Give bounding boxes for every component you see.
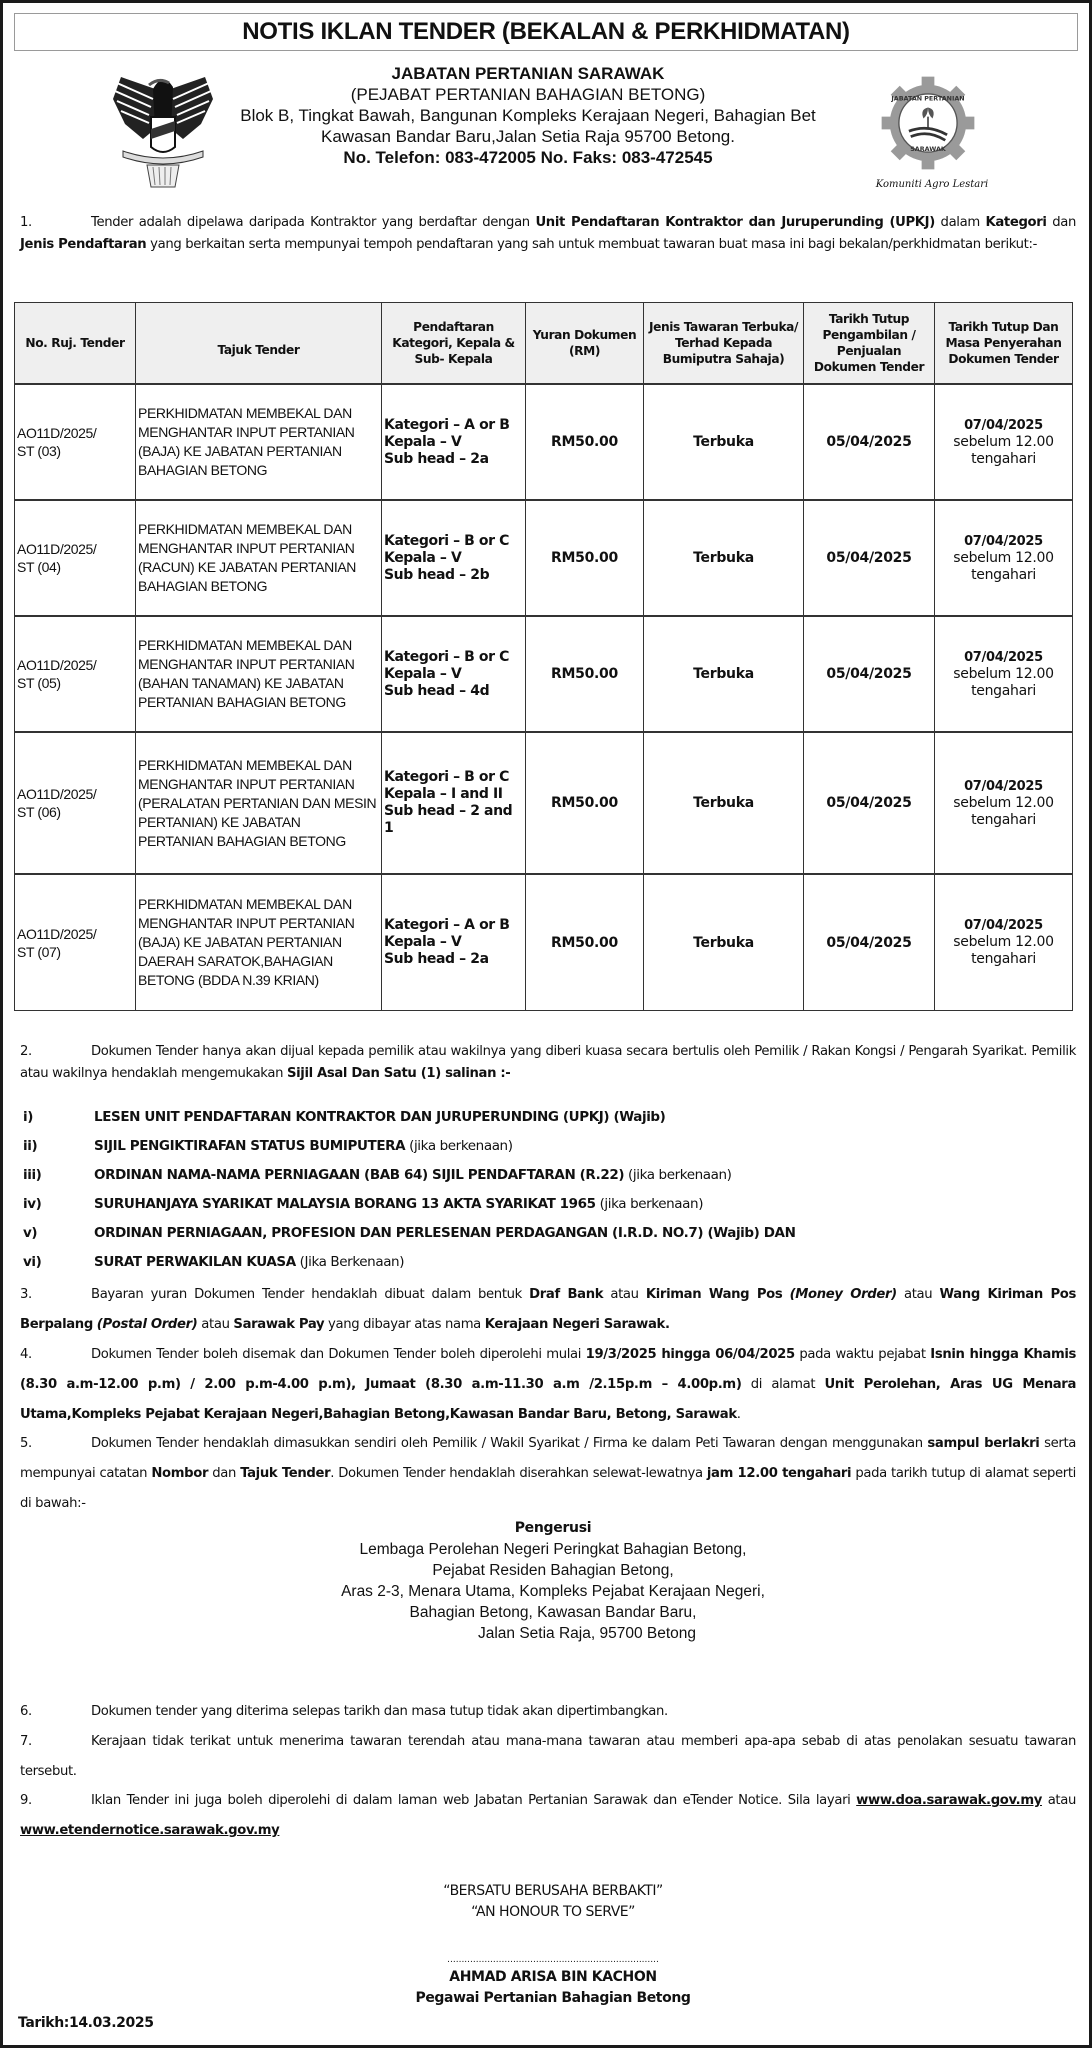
submission-address bbox=[203, 1518, 903, 1644]
close-time: sebelum 12.00 bbox=[953, 665, 1054, 682]
ref-no-cell bbox=[15, 616, 136, 732]
paragraph-9 bbox=[20, 1786, 1076, 1846]
required-documents-list bbox=[23, 1109, 1073, 1283]
close-date: 07/04/2025 bbox=[964, 918, 1043, 933]
tender-title-cell: PERKHIDMATAN MEMBEKAL DAN MENGHANTAR INPUT PERTANIAN (BAHAN TANAMAN) KE JABATAN PERTANIAN BAHAGIAN BETONG bbox=[136, 616, 382, 732]
text: yang dibayar atas nama bbox=[324, 1317, 485, 1332]
text: dalam bbox=[934, 215, 986, 230]
bold-text: Tajuk Tender bbox=[240, 1466, 331, 1481]
text: pada waktu pejabat bbox=[794, 1347, 931, 1362]
submission-close-cell bbox=[935, 384, 1073, 500]
motto bbox=[303, 1881, 803, 1923]
table-row bbox=[15, 616, 1073, 732]
signatory-position: Pegawai Pertanian Bahagian Betong bbox=[415, 1990, 691, 2006]
etendernotice-website-link[interactable]: www.etendernotice.sarawak.gov.my bbox=[20, 1823, 280, 1838]
tender-title-cell: PERKHIDMATAN MEMBEKAL DAN MENGHANTAR INPUT PERTANIAN (BAJA) KE JABATAN PERTANIAN DAERAH SARATOK,BAHAGIAN BETONG (BDDA N.39 KRIAN) bbox=[136, 874, 382, 1011]
tender-title-cell: PERKHIDMATAN MEMBEKAL DAN MENGHANTAR INPUT PERTANIAN (RACUN) KE JABATAN PERTANIAN BAHAGIAN BETONG bbox=[136, 500, 382, 616]
motto-line-1: “BERSATU BERUSAHA BERBAKTI” bbox=[443, 1883, 663, 1899]
list-number: vi) bbox=[23, 1254, 42, 1270]
subhead: Sub head – 4d bbox=[384, 682, 490, 699]
ref-no-suffix: ST (04) bbox=[17, 559, 61, 575]
bold-text: Kategori bbox=[985, 215, 1047, 230]
ref-no: AO11D/2025/ bbox=[17, 786, 97, 802]
document-note: (jika berkenaan) bbox=[595, 1196, 704, 1212]
kategori: Kategori – A or B bbox=[384, 416, 510, 433]
kepala: Kepala – V bbox=[384, 549, 462, 566]
list-item bbox=[23, 1225, 1073, 1254]
text: atau bbox=[197, 1317, 234, 1332]
bold-text: 19/3/2025 hingga 06/04/2025 bbox=[585, 1347, 795, 1362]
svg-text:JABATAN PERTANIAN: JABATAN PERTANIAN bbox=[891, 95, 965, 103]
list-number: v) bbox=[23, 1225, 38, 1241]
paragraph-3 bbox=[20, 1280, 1076, 1340]
ref-no-cell bbox=[15, 384, 136, 500]
header-fee: Yuran Dokumen (RM) bbox=[526, 303, 644, 385]
offer-type-cell: Terbuka bbox=[644, 384, 804, 500]
fee-cell: RM50.00 bbox=[526, 874, 644, 1011]
signature-block bbox=[303, 1955, 803, 2009]
offer-type-cell: Terbuka bbox=[644, 874, 804, 1011]
fee-cell: RM50.00 bbox=[526, 500, 644, 616]
paragraph-number: 3. bbox=[20, 1287, 32, 1302]
text: atau bbox=[896, 1287, 940, 1302]
document-note: (jika berkenaan) bbox=[405, 1138, 513, 1154]
close-time-suffix: tengahari bbox=[971, 811, 1036, 828]
ref-no: AO11D/2025/ bbox=[17, 657, 97, 673]
kepala: Kepala – V bbox=[384, 433, 462, 450]
list-number: ii) bbox=[23, 1138, 38, 1154]
document-name: SIJIL PENGIKTIRAFAN STATUS BUMIPUTERA bbox=[94, 1138, 406, 1154]
motto-line-2: “AN HONOUR TO SERVE” bbox=[471, 1904, 635, 1920]
list-item bbox=[23, 1138, 1073, 1167]
table-row bbox=[15, 500, 1073, 616]
sale-close-cell: 05/04/2025 bbox=[804, 500, 935, 616]
registration-cell bbox=[382, 732, 526, 874]
bold-text: jam 12.00 tengahari bbox=[706, 1466, 852, 1481]
bold-italic-text: (Postal Order) bbox=[96, 1317, 198, 1332]
sale-close-cell: 05/04/2025 bbox=[804, 732, 935, 874]
bold-text: Isnin hingga Khamis (8.30 a.m-12.00 p.m) / 2.00 p.m-4.00 p.m), Jumaat (8.30 a.m-11.30 a.m /2.15p.m – 4.00p.m) bbox=[20, 1347, 1077, 1392]
phone-fax: No. Telefon: 083-472005 No. Faks: 083-472545 bbox=[343, 148, 713, 167]
close-date: 07/04/2025 bbox=[964, 649, 1043, 665]
bold-text: Jenis Pendaftaran bbox=[20, 237, 147, 252]
address-line: Bahagian Betong, Kawasan Bandar Baru, bbox=[409, 1604, 697, 1621]
list-number: iv) bbox=[23, 1196, 42, 1212]
text: dan bbox=[208, 1466, 241, 1481]
ref-no-suffix: ST (05) bbox=[17, 675, 61, 691]
table-row bbox=[15, 384, 1073, 500]
bold-text: Unit Pendaftaran Kontraktor dan Juruperunding (UPKJ) bbox=[535, 215, 935, 230]
notice-title-text: NOTIS IKLAN TENDER (BEKALAN & PERKHIDMATAN) bbox=[242, 18, 850, 45]
paragraph-number: 4. bbox=[20, 1347, 32, 1362]
header-title: Tajuk Tender bbox=[136, 303, 382, 385]
letterhead bbox=[3, 59, 1089, 209]
kepala: Kepala – V bbox=[384, 665, 462, 682]
offer-type-cell: Terbuka bbox=[644, 616, 804, 732]
text: pada tarikh tutup di alamat seperti di bawah:- bbox=[20, 1466, 1076, 1511]
close-time: sebelum 12.00 bbox=[953, 433, 1054, 450]
text: Dokumen tender yang diterima selepas tarikh dan masa tutup tidak akan dipertimbangkan. bbox=[91, 1704, 668, 1719]
submission-close-cell bbox=[935, 616, 1073, 732]
bold-text: sampul berlakri bbox=[927, 1436, 1040, 1451]
svg-text:SARAWAK: SARAWAK bbox=[910, 146, 946, 154]
fee-cell: RM50.00 bbox=[526, 732, 644, 874]
kategori: Kategori – A or B bbox=[384, 917, 510, 933]
header-offer-type: Jenis Tawaran Terbuka/ Terhad Kepada Bumiputra Sahaja) bbox=[644, 303, 804, 385]
bold-text: Unit Perolehan, Aras UG Menara Utama,Kompleks Pejabat Kerajaan Negeri,Bahagian Betong,Kawasan Bandar Baru, Betong, Sarawak bbox=[20, 1377, 1076, 1422]
table-header-row bbox=[15, 303, 1073, 385]
document-name: ORDINAN PERNIAGAAN, PROFESION DAN PERLESENAN PERDAGANGAN (I.R.D. NO.7) (Wajib) DAN bbox=[94, 1225, 796, 1241]
text: . bbox=[736, 1407, 741, 1422]
address-line-2: Kawasan Bandar Baru,Jalan Setia Raja 95700 Betong. bbox=[321, 127, 735, 146]
offer-type-cell: Terbuka bbox=[644, 732, 804, 874]
close-time: sebelum 12.00 bbox=[953, 934, 1054, 950]
notice-date: Tarikh:14.03.2025 bbox=[18, 2015, 154, 2031]
document-name: ORDINAN NAMA-NAMA PERNIAGAAN (BAB 64) SIJIL PENDAFTARAN (R.22) bbox=[94, 1167, 625, 1183]
text: Kerajaan tidak terikat untuk menerima tawaran terendah atau mana-mana tawaran atau memberi apa-apa sebab di atas penolakan sesuatu tawaran tersebut. bbox=[20, 1734, 1076, 1779]
address-line-1: Blok B, Tingkat Bawah, Bangunan Kompleks Kerajaan Negeri, Bahagian Bet bbox=[240, 106, 816, 125]
paragraph-number: 2. bbox=[20, 1044, 32, 1059]
paragraph-2 bbox=[20, 1041, 1076, 1085]
registration-cell bbox=[382, 874, 526, 1011]
paragraph-5 bbox=[20, 1429, 1076, 1519]
text: atau bbox=[603, 1287, 646, 1302]
text: yang berkaitan serta mempunyai tempoh pendaftaran yang sah untuk membuat tawaran buat masa ini bagi bekalan/perkhidmatan berikut:- bbox=[146, 237, 1037, 252]
close-time: sebelum 12.00 bbox=[953, 794, 1054, 811]
paragraph-number: 9. bbox=[20, 1793, 32, 1808]
close-time-suffix: tengahari bbox=[971, 450, 1036, 467]
table-row bbox=[15, 874, 1073, 1011]
sale-close-cell: 05/04/2025 bbox=[804, 384, 935, 500]
kepala: Kepala – V bbox=[384, 934, 462, 950]
document-name: SURUHANJAYA SYARIKAT MALAYSIA BORANG 13 AKTA SYARIKAT 1965 bbox=[94, 1196, 596, 1212]
registration-cell bbox=[382, 616, 526, 732]
header-ref-no: No. Ruj. Tender bbox=[15, 303, 136, 385]
ref-no: AO11D/2025/ bbox=[17, 541, 97, 557]
sale-close-cell: 05/04/2025 bbox=[804, 874, 935, 1011]
ref-no: AO11D/2025/ bbox=[17, 425, 97, 441]
tender-title-cell: PERKHIDMATAN MEMBEKAL DAN MENGHANTAR INPUT PERTANIAN (BAJA) KE JABATAN PERTANIAN BAHAGIAN BETONG bbox=[136, 384, 382, 500]
paragraph-number: 6. bbox=[20, 1704, 32, 1719]
jabatan-pertanian-sarawak-gear-logo-icon bbox=[873, 73, 983, 173]
ref-no: AO11D/2025/ bbox=[17, 925, 97, 942]
text: Tender adalah dipelawa daripada Kontraktor yang berdaftar dengan bbox=[91, 215, 536, 230]
text: Iklan Tender ini juga boleh diperolehi di dalam laman web Jabatan Pertanian Sarawak dan eTender Notice. Sila layari bbox=[91, 1793, 857, 1808]
bold-text: Nombor bbox=[151, 1466, 209, 1481]
tender-table bbox=[14, 302, 1073, 1011]
text: dan bbox=[1046, 215, 1076, 230]
document-note: (Jika Berkenaan) bbox=[295, 1254, 405, 1270]
list-item bbox=[23, 1109, 1073, 1138]
bold-italic-text: (Money Order) bbox=[789, 1287, 897, 1302]
list-number: i) bbox=[23, 1109, 33, 1125]
signatory-name: AHMAD ARISA BIN KACHON bbox=[449, 1969, 657, 1985]
close-time-suffix: tengahari bbox=[971, 566, 1036, 583]
fee-cell: RM50.00 bbox=[526, 384, 644, 500]
submission-close-cell bbox=[935, 732, 1073, 874]
list-item bbox=[23, 1254, 1073, 1283]
address-line: Lembaga Perolehan Negeri Peringkat Bahagian Betong, bbox=[359, 1541, 747, 1558]
header-sale-close-date: Tarikh Tutup Pengambilan / Penjualan Dokumen Tender bbox=[804, 303, 935, 385]
subhead: Sub head – 2a bbox=[384, 450, 489, 467]
ref-no-suffix: ST (07) bbox=[17, 943, 61, 960]
bold-text: Sarawak Pay bbox=[233, 1317, 325, 1332]
kategori: Kategori – B or C bbox=[384, 648, 509, 665]
document-name: SURAT PERWAKILAN KUASA bbox=[94, 1254, 296, 1270]
text: Dokumen Tender hendaklah dimasukkan sendiri oleh Pemilik / Wakil Syarikat / Firma ke dalam Peti Tawaran dengan menggunakan bbox=[91, 1436, 928, 1451]
bold-text: Wang Kiriman Pos Berpalang bbox=[20, 1287, 1077, 1332]
close-date: 07/04/2025 bbox=[964, 778, 1043, 794]
list-item bbox=[23, 1167, 1073, 1196]
logo-caption: Komuniti Agro Lestari bbox=[875, 179, 989, 190]
table-row bbox=[15, 732, 1073, 874]
submission-close-cell bbox=[935, 874, 1073, 1011]
close-date: 07/04/2025 bbox=[964, 533, 1043, 549]
text: Dokumen Tender boleh disemak dan Dokumen Tender boleh diperolehi mulai bbox=[91, 1347, 586, 1362]
close-date: 07/04/2025 bbox=[964, 417, 1043, 433]
doa-website-link[interactable]: www.doa.sarawak.gov.my bbox=[856, 1793, 1042, 1808]
address-line: Aras 2-3, Menara Utama, Kompleks Pejabat Kerajaan Negeri, bbox=[341, 1583, 765, 1600]
paragraph-1 bbox=[20, 212, 1076, 256]
office-name: (PEJABAT PERTANIAN BAHAGIAN BETONG) bbox=[350, 85, 706, 104]
bold-text: Draf Bank bbox=[529, 1287, 604, 1302]
address-line: Pejabat Residen Bahagian Betong, bbox=[432, 1562, 674, 1579]
paragraph-number: 1. bbox=[20, 215, 32, 230]
address-line: Jalan Setia Raja, 95700 Betong bbox=[477, 1625, 697, 1642]
list-item bbox=[23, 1196, 1073, 1225]
bold-text: Sijil Asal Dan Satu (1) salinan :- bbox=[286, 1066, 511, 1081]
text: atau bbox=[1041, 1793, 1076, 1808]
text: Bayaran yuran Dokumen Tender hendaklah dibuat dalam bentuk bbox=[91, 1287, 530, 1302]
text: Dokumen Tender hanya akan dijual kepada pemilik atau wakilnya yang diberi kuasa secara bertulis oleh Pemilik / Rakan Kongsi / Pengarah Syarikat. Pemilik atau wakilnya hendaklah mengemukakan bbox=[20, 1044, 1076, 1081]
kategori: Kategori – B or C bbox=[384, 769, 509, 785]
paragraph-7 bbox=[20, 1727, 1076, 1787]
registration-cell bbox=[382, 384, 526, 500]
signature-line: .......................................................................... bbox=[447, 1955, 659, 1965]
ref-no-suffix: ST (06) bbox=[17, 804, 61, 820]
text: di alamat bbox=[741, 1377, 825, 1392]
address-heading: Pengerusi bbox=[514, 1520, 592, 1536]
organization-block bbox=[203, 63, 853, 168]
department-name: JABATAN PERTANIAN SARAWAK bbox=[391, 64, 665, 83]
close-time: sebelum 12.00 bbox=[953, 549, 1054, 566]
header-registration: Pendaftaran Kategori, Kepala & Sub- Kepala bbox=[382, 303, 526, 385]
text: serta mempunyai catatan bbox=[20, 1436, 1077, 1481]
document-name: LESEN UNIT PENDAFTARAN KONTRAKTOR DAN JURUPERUNDING (UPKJ) (Wajib) bbox=[94, 1109, 666, 1125]
close-time-suffix: tengahari bbox=[971, 951, 1036, 967]
ref-no-cell bbox=[15, 874, 136, 1011]
fee-cell: RM50.00 bbox=[526, 616, 644, 732]
paragraph-6 bbox=[20, 1697, 1076, 1727]
text: . Dokumen Tender hendaklah diserahkan selewat-lewatnya bbox=[330, 1466, 707, 1481]
paragraph-number: 5. bbox=[20, 1436, 32, 1451]
paragraph-number: 7. bbox=[20, 1734, 32, 1749]
subhead: Sub head – 2b bbox=[384, 566, 490, 583]
bold-text: Kiriman Wang Pos bbox=[645, 1287, 783, 1302]
bold-text: Kerajaan Negeri Sarawak. bbox=[484, 1317, 670, 1332]
kepala: Kepala – I and II bbox=[384, 786, 503, 802]
notice-title bbox=[14, 13, 1078, 51]
tender-notice-page bbox=[3, 3, 1089, 2045]
sale-close-cell: 05/04/2025 bbox=[804, 616, 935, 732]
document-note: (jika berkenaan) bbox=[624, 1167, 732, 1183]
subhead: Sub head – 2 and 1 bbox=[384, 803, 513, 836]
offer-type-cell: Terbuka bbox=[644, 500, 804, 616]
subhead: Sub head – 2a bbox=[384, 951, 489, 967]
list-number: iii) bbox=[23, 1167, 42, 1183]
header-submission-close: Tarikh Tutup Dan Masa Penyerahan Dokumen Tender bbox=[935, 303, 1073, 385]
submission-close-cell bbox=[935, 500, 1073, 616]
tender-title-cell: PERKHIDMATAN MEMBEKAL DAN MENGHANTAR INPUT PERTANIAN (PERALATAN PERTANIAN DAN MESIN PERTANIAN) KE JABATAN PERTANIAN BAHAGIAN BETONG bbox=[136, 732, 382, 874]
paragraph-4 bbox=[20, 1340, 1076, 1430]
ref-no-suffix: ST (03) bbox=[17, 443, 61, 459]
ref-no-cell bbox=[15, 732, 136, 874]
registration-cell bbox=[382, 500, 526, 616]
kategori: Kategori – B or C bbox=[384, 532, 509, 549]
ref-no-cell bbox=[15, 500, 136, 616]
close-time-suffix: tengahari bbox=[971, 682, 1036, 699]
